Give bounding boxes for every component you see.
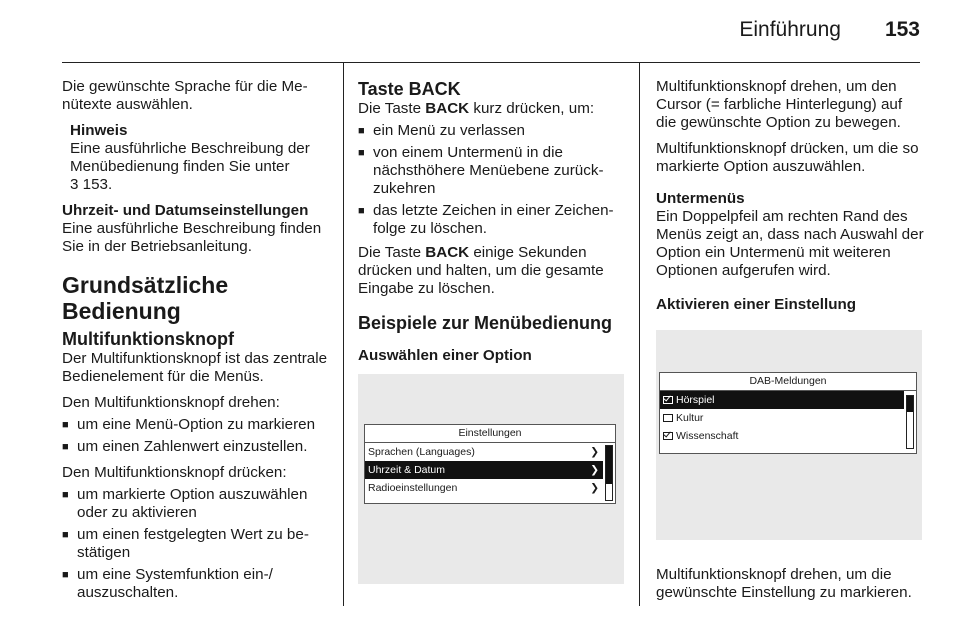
page-header: [739, 18, 920, 42]
square-bullet-icon: ■: [358, 205, 365, 217]
submenu-title: Untermenüs: [656, 190, 745, 207]
menu-item-selected[interactable]: Hörspiel: [660, 391, 904, 409]
list-item: ■ um eine Menü-Option zu markieren: [62, 416, 316, 433]
display-screenshot-dab: [656, 330, 922, 540]
square-bullet-icon: ■: [62, 441, 69, 453]
chevron-right-icon: ❯: [590, 446, 599, 458]
header-rule: [62, 62, 920, 63]
square-bullet-icon: ■: [358, 125, 365, 137]
dab-menu: [659, 372, 917, 454]
scrollbar[interactable]: [605, 445, 613, 501]
square-bullet-icon: ■: [358, 147, 365, 159]
note-block: [70, 122, 330, 194]
chevron-right-icon: ❯: [590, 464, 599, 476]
section-heading: Grundsätzliche Bedienung: [62, 272, 229, 324]
activate-title: Aktivieren einer Einstellung: [656, 296, 857, 313]
scrollbar-thumb[interactable]: [907, 396, 913, 412]
page-number: 153: [884, 18, 920, 41]
column-2: [358, 78, 626, 594]
knob-text: Der Multifunktionsknopf ist das zentrale Bedienelement für die Menüs.: [62, 350, 328, 385]
list-item: ■ um einen Zahlenwert einzustellen.: [62, 438, 308, 455]
list-item: ■ das letzte Zeichen in einer Zeichenfolge zu löschen.: [358, 202, 614, 237]
menu-item[interactable]: Kultur: [660, 409, 916, 427]
list-item: ■ um einen festgelegten Wert zu bestätigen: [62, 526, 309, 561]
select-option-title: Auswählen einer Option: [358, 347, 532, 364]
time-settings-text: Eine ausführliche Beschreibung finden Sie in der Betriebsanleitung.: [62, 220, 322, 255]
menu-item[interactable]: Radioeinstellungen ❯: [365, 479, 615, 497]
page-ref-icon[interactable]: 3 153.: [70, 176, 113, 193]
column-1: [62, 78, 330, 606]
hold-text: Die Taste BACK einige Sekunden drücken und halten, um die gesamte Eingabe zu löschen.: [358, 244, 604, 297]
note-title: Hinweis: [70, 122, 128, 139]
square-bullet-icon: ■: [62, 529, 69, 541]
chapter-title: Einführung: [739, 18, 841, 41]
settings-menu: [364, 424, 616, 504]
menu-item-selected[interactable]: Uhrzeit & Datum ❯: [365, 461, 603, 479]
square-bullet-icon: ■: [62, 489, 69, 501]
time-settings-title: Uhrzeit- und Datumseinstellungen: [62, 202, 309, 219]
menu-title: DAB-Meldungen: [660, 373, 916, 391]
scrollbar[interactable]: [906, 395, 914, 449]
mark-setting-text: Multifunktionsknopf drehen, um die gewünschte Einstellung zu markieren.: [656, 566, 912, 601]
press-text: Multifunktionsknopf drücken, um die so markierte Option auszuwählen.: [656, 140, 919, 175]
checkbox-icon[interactable]: [663, 414, 673, 422]
list-item: ■ ein Menü zu verlassen: [358, 122, 525, 139]
back-title: Taste BACK: [358, 79, 461, 99]
checkbox-icon[interactable]: [663, 432, 673, 440]
menu-title: Einstellungen: [365, 425, 615, 443]
list-item: ■ um markierte Option auszuwählen oder zu aktivieren: [62, 486, 308, 521]
square-bullet-icon: ■: [62, 569, 69, 581]
menu-item[interactable]: Sprachen (Languages) ❯: [365, 443, 615, 461]
square-bullet-icon: ■: [62, 419, 69, 431]
turn-label: Den Multifunktionsknopf drehen:: [62, 394, 280, 411]
intro-text: Die gewünschte Sprache für die Menütexte auswählen.: [62, 78, 308, 113]
list-item: ■ um eine Systemfunktion ein-/ auszuschalten.: [62, 566, 273, 601]
column-divider-1: [343, 62, 344, 606]
display-screenshot-settings: [358, 374, 624, 584]
chevron-right-icon: ❯: [590, 482, 599, 494]
scrollbar-thumb[interactable]: [606, 446, 612, 484]
back-intro: Die Taste BACK kurz drücken, um:: [358, 100, 595, 117]
note-text: Eine ausführliche Beschreibung der Menübedienung finden Sie unter: [70, 140, 310, 175]
list-item: ■ von einem Untermenü in die nächsthöhere Menüebene zurückzukehren: [358, 144, 604, 197]
menu-item[interactable]: Wissenschaft: [660, 427, 916, 445]
knob-title: Multifunktionsknopf: [62, 329, 234, 349]
cursor-text: Multifunktionsknopf drehen, um den Cursor (= farbliche Hinterlegung) auf die gewünschte Option zu bewegen.: [656, 78, 903, 131]
column-divider-2: [639, 62, 640, 606]
checkbox-icon[interactable]: [663, 396, 673, 404]
examples-title: Beispiele zur Menübedienung: [358, 313, 613, 333]
column-3: [656, 78, 924, 610]
submenu-text: Ein Doppelpfeil am rechten Rand des Menüs zeigt an, dass nach Auswahl der Option ein Untermenü mit weiteren Optionen aufgerufen wird.: [656, 208, 924, 279]
press-label: Den Multifunktionsknopf drücken:: [62, 464, 287, 481]
